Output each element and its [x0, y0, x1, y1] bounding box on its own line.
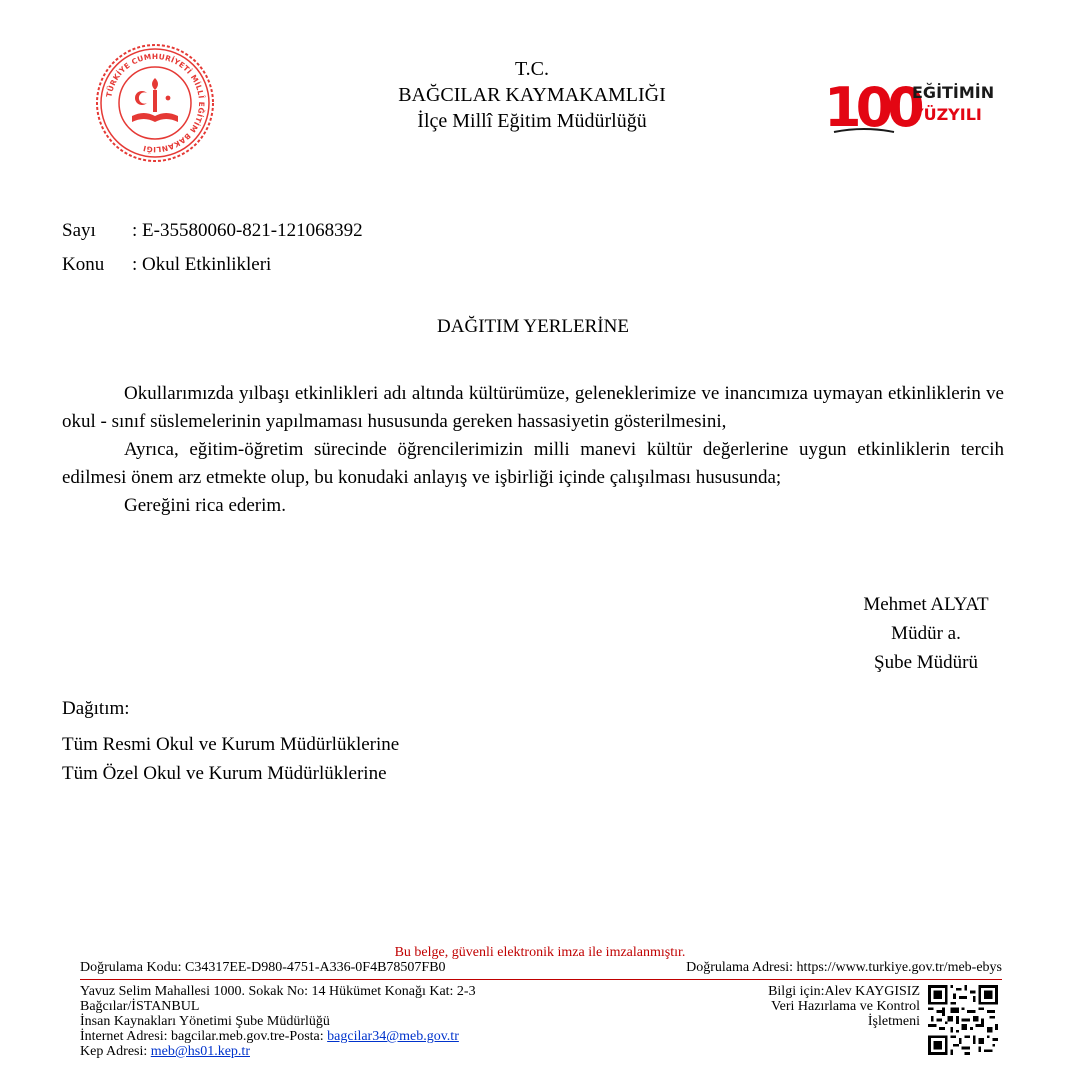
- svg-text:100: 100: [824, 76, 919, 139]
- signer-title-1: Müdür a.: [891, 623, 961, 644]
- distribution-item: Tüm Özel Okul ve Kurum Müdürlüklerine: [62, 763, 387, 784]
- letter-body: [62, 380, 1004, 520]
- svg-text:EĞİTİMİN: EĞİTİMİN: [912, 83, 995, 102]
- konu-label: Konu: [62, 254, 105, 275]
- signer-name: Mehmet ALYAT: [863, 594, 989, 615]
- verification-code: Doğrulama Kodu: C34317EE-D980-4751-A336-0F4B78507FB0: [80, 960, 446, 975]
- body-paragraph-1: Okullarımızda yılbaşı etkinlikleri adı altında kültürümüze, geleneklerimize ve inancımıza uymayan etkinliklerin ve okul - sınıf süslemelerinin yapılmaması hususunda gereken hassasiyetin gösterilmesini,: [62, 383, 1004, 432]
- body-closing: Gereğini rica ederim.: [124, 495, 286, 516]
- info-line-3: İşletmeni: [867, 1014, 920, 1029]
- signer-title-2: Şube Müdürü: [874, 652, 978, 673]
- konu-row: [62, 248, 363, 282]
- qr-code: [928, 985, 998, 1055]
- verification-row: [80, 960, 1002, 976]
- kep-link[interactable]: meb@hs01.kep.tr: [150, 1044, 250, 1059]
- e-signature-notice: Bu belge, güvenli elektronik imza ile imzalanmıştır.: [394, 945, 686, 960]
- contact-info: [700, 984, 920, 1029]
- footer-divider: [80, 979, 1002, 980]
- body-paragraph-2: Ayrıca, eğitim-öğretim sürecinde öğrencilerimizin milli manevi kültür değerlerine uygun etkinliklerin tercih edilmesi önem arz etmekte olup, bu konudaki anlayış ve işbirliği içinde çalışılması hususunda;: [62, 439, 1004, 488]
- header-tc: T.C.: [514, 58, 550, 80]
- svg-text:YÜZYILI: YÜZYILI: [912, 105, 982, 124]
- info-line-1: Bilgi için:Alev KAYGISIZ: [768, 984, 920, 999]
- contact-address: [80, 984, 476, 1059]
- konu-value: : Okul Etkinlikleri: [132, 254, 272, 275]
- address-line-3: İnsan Kaynakları Yönetimi Şube Müdürlüğü: [80, 1014, 330, 1029]
- sayi-row: [62, 214, 363, 248]
- verification-address: Doğrulama Adresi: https://www.turkiye.gov.tr/meb-ebys: [686, 960, 1002, 975]
- header-directorate: İlçe Millî Eğitim Müdürlüğü: [417, 110, 647, 132]
- document-header: [280, 56, 784, 134]
- address-line-2: Bağcılar/İSTANBUL: [80, 999, 200, 1014]
- ministry-seal-logo: [94, 42, 216, 164]
- svg-text:TÜRKİYE CUMHURİYETİ MİLLÎ EĞİT: TÜRKİYE CUMHURİYETİ MİLLÎ EĞİTİM BAKANLIĞI: [104, 51, 207, 155]
- kep-line: [80, 1044, 476, 1059]
- email-link[interactable]: bagcilar34@meb.gov.tr: [327, 1029, 459, 1044]
- kep-prefix: Kep Adresi:: [80, 1044, 151, 1059]
- info-line-2: Veri Hazırlama ve Kontrol: [771, 999, 920, 1014]
- signature-block: [846, 590, 1006, 677]
- internet-prefix: İnternet Adresi: bagcilar.meb.gov.tre-Posta:: [80, 1029, 328, 1044]
- sayi-label: Sayı: [62, 220, 96, 241]
- distribution-list: [62, 694, 399, 788]
- address-line-1: Yavuz Selim Mahallesi 1000. Sokak No: 14 Hükümet Konağı Kat: 2-3: [80, 984, 476, 999]
- internet-line: [80, 1029, 476, 1044]
- distribution-heading: DAĞITIM YERLERİNE: [437, 316, 629, 337]
- document-meta: [62, 214, 363, 282]
- education-century-logo: [824, 74, 1004, 140]
- distribution-item: Tüm Resmi Okul ve Kurum Müdürlüklerine: [62, 734, 400, 755]
- sayi-value: : E-35580060-821-121068392: [132, 220, 363, 241]
- header-governorship: BAĞCILAR KAYMAKAMLIĞI: [398, 84, 666, 106]
- distribution-label: Dağıtım:: [62, 698, 130, 719]
